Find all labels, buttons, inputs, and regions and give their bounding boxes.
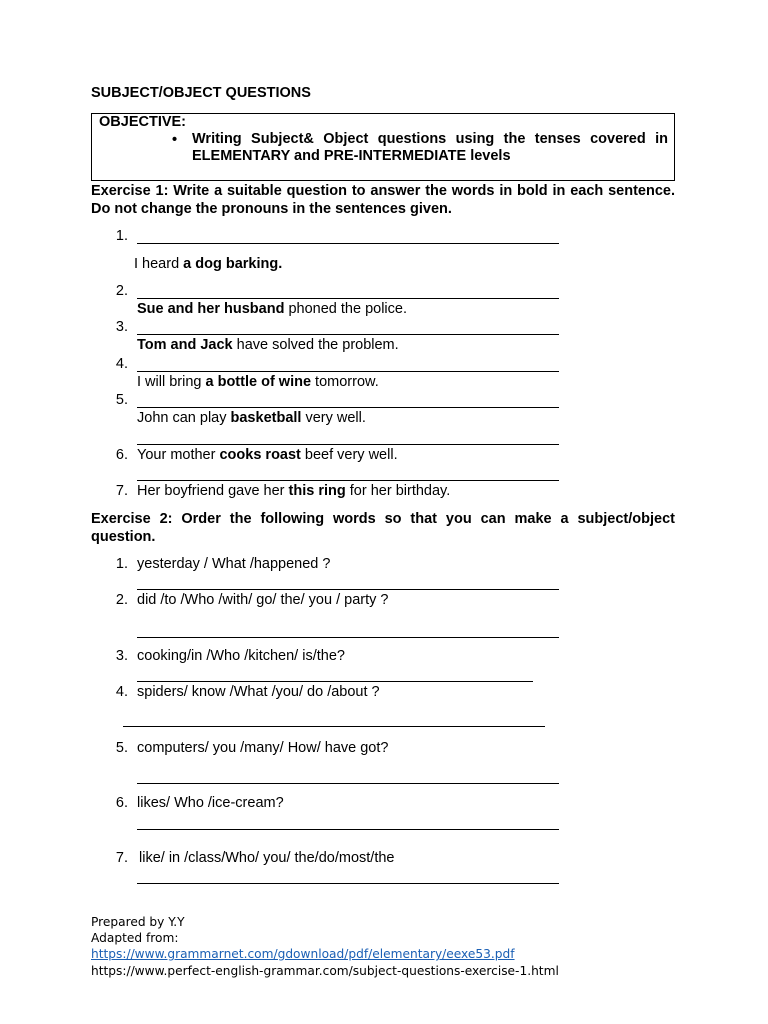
ex1-sentence: I heard a dog barking. xyxy=(134,256,283,272)
ex1-sentence: Sue and her husband phoned the police. xyxy=(137,301,407,317)
source-link-grammarnet[interactable]: https://www.grammarnet.com/gdownload/pdf/elementary/eexe53.pdf xyxy=(91,947,515,961)
ex2-number: 3. xyxy=(115,648,128,664)
ex2-words: cooking/in /Who /kitchen/ is/the? xyxy=(137,648,345,664)
ex1-sentence: Her boyfriend gave her this ring for her birthday. xyxy=(137,483,451,499)
ex1-number: 5. xyxy=(115,392,128,408)
ex1-number: 4. xyxy=(115,356,128,372)
ex2-number: 7. xyxy=(115,850,128,866)
ex2-number: 4. xyxy=(115,684,128,700)
ex2-words: did /to /Who /with/ go/ the/ you / party ? xyxy=(137,592,389,608)
answer-line[interactable] xyxy=(137,480,559,481)
ex1-sentence: John can play basketball very well. xyxy=(137,410,366,426)
answer-line[interactable] xyxy=(137,589,559,590)
answer-line[interactable] xyxy=(137,444,559,445)
answer-line[interactable] xyxy=(123,726,545,727)
answer-line[interactable] xyxy=(137,334,559,335)
ex2-words: computers/ you /many/ How/ have got? xyxy=(137,740,389,756)
answer-line[interactable] xyxy=(137,407,559,408)
footer-adapted: Adapted from: xyxy=(91,931,179,945)
source-link-perfect-english[interactable]: https://www.perfect-english-grammar.com/subject-questions-exercise-1.html xyxy=(91,964,559,978)
ex1-number: 1. xyxy=(115,228,128,244)
ex1-sentence: Your mother cooks roast beef very well. xyxy=(137,447,398,463)
ex1-number: 6. xyxy=(115,447,128,463)
ex2-words: likes/ Who /ice-cream? xyxy=(137,795,284,811)
ex2-number: 2. xyxy=(115,592,128,608)
ex2-words: spiders/ know /What /you/ do /about ? xyxy=(137,684,380,700)
exercise2-heading: Exercise 2: Order the following words so that you can make a subject/object question. xyxy=(91,511,675,545)
answer-line[interactable] xyxy=(137,783,559,784)
page-title: SUBJECT/OBJECT QUESTIONS xyxy=(91,85,311,101)
objective-label: OBJECTIVE: xyxy=(99,114,187,130)
answer-line[interactable] xyxy=(137,883,559,884)
bullet-icon: • xyxy=(172,132,178,148)
ex1-sentence: I will bring a bottle of wine tomorrow. xyxy=(137,374,379,390)
ex2-words: yesterday / What /happened ? xyxy=(137,556,331,572)
ex1-number: 3. xyxy=(115,319,128,335)
ex1-sentence: Tom and Jack have solved the problem. xyxy=(137,337,399,353)
answer-line[interactable] xyxy=(137,243,559,244)
ex2-number: 5. xyxy=(115,740,128,756)
ex1-number: 2. xyxy=(115,283,128,299)
objective-text: Writing Subject& Object questions using the tenses covered in ELEMENTARY and PRE-INTERMEDIATE levels xyxy=(192,131,668,164)
answer-line[interactable] xyxy=(137,371,559,372)
answer-line[interactable] xyxy=(137,637,559,638)
ex2-number: 6. xyxy=(115,795,128,811)
answer-line[interactable] xyxy=(137,681,533,682)
exercise1-heading: Exercise 1: Write a suitable question to answer the words in bold in each sentence. Do not change the pronouns in the sentences given. xyxy=(91,183,675,217)
answer-line[interactable] xyxy=(137,829,559,830)
footer-prepared: Prepared by Y.Y xyxy=(91,915,185,929)
answer-line[interactable] xyxy=(137,298,559,299)
ex2-number: 1. xyxy=(115,556,128,572)
ex2-words: like/ in /class/Who/ you/ the/do/most/the xyxy=(139,850,395,866)
ex1-number: 7. xyxy=(115,483,128,499)
